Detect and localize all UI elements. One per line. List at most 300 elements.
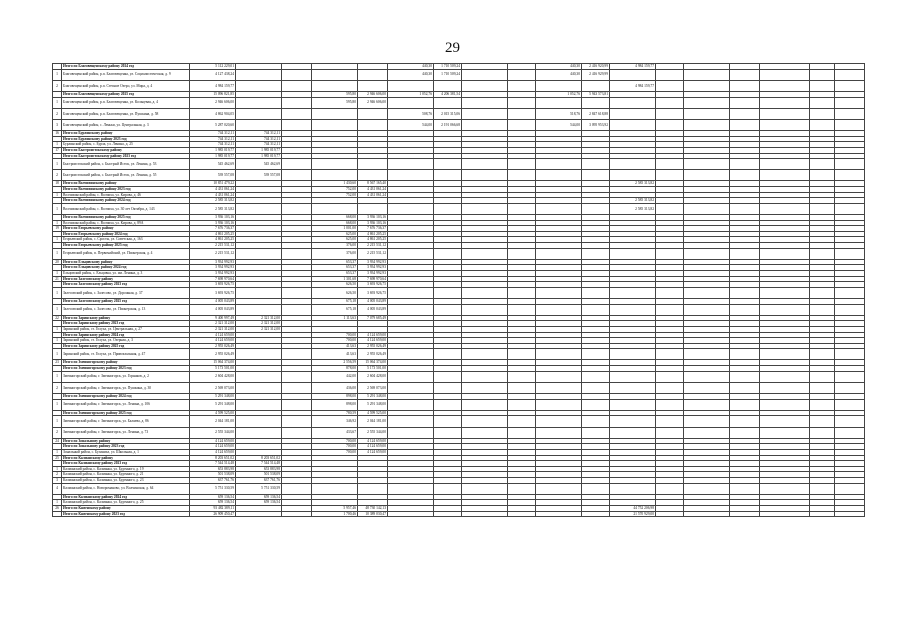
row-number-cell (53, 511, 62, 517)
address-cell: Змеиногорский район, г. Змеиногорск, ул. Ленина, д. 73 (62, 427, 190, 438)
value-cell (536, 511, 582, 517)
value-cell: 436,00 (312, 382, 358, 393)
value-cell: 2 946 606,00 (358, 97, 388, 108)
value-cell (760, 97, 810, 108)
value-cell (434, 427, 462, 438)
value-cell (312, 170, 358, 181)
value-cell (835, 108, 865, 119)
value-cell (684, 371, 730, 382)
value-cell (462, 349, 508, 360)
address-cell: Итого по Егорьевскому району 2024 год (62, 231, 190, 237)
value-cell: 1 301,68 (312, 276, 358, 282)
value-cell (282, 69, 312, 80)
row-number-cell: 3 (53, 477, 62, 483)
value-cell: 3 693 926,75 (190, 282, 236, 288)
value-cell: 5 943 573,81 (582, 91, 610, 97)
value-cell (508, 483, 536, 494)
row-number-cell: 1 (53, 69, 62, 80)
value-cell (358, 69, 388, 80)
value-cell (582, 483, 610, 494)
value-cell (610, 119, 656, 130)
value-cell (312, 203, 358, 214)
value-cell: 878,00 (312, 366, 358, 372)
row-number-cell: 24 (53, 438, 62, 444)
value-cell (730, 203, 760, 214)
value-cell: 626,50 (312, 282, 358, 288)
value-cell: 518,76 (536, 108, 582, 119)
value-cell (388, 427, 434, 438)
value-cell (462, 170, 508, 181)
value-cell: 1 985 019,77 (236, 147, 282, 153)
value-cell (760, 382, 810, 393)
row-number-cell: 23 (53, 360, 62, 366)
table-row (53, 80, 865, 91)
value-cell (236, 248, 282, 259)
row-number-cell: 1 (53, 416, 62, 427)
address-cell: Змеиногорский район, г. Змеиногорск, ул. Пушкина, д. 30 (62, 382, 190, 393)
value-cell (760, 511, 810, 517)
value-cell: 4 124 659,00 (358, 449, 388, 455)
value-cell (810, 80, 835, 91)
value-cell: 433,67 (312, 427, 358, 438)
value-cell: 4 861 205,25 (358, 237, 388, 243)
value-cell (760, 119, 810, 130)
value-cell (434, 97, 462, 108)
value-cell: 744 312,11 (236, 136, 282, 142)
value-cell (760, 203, 810, 214)
value-cell (835, 97, 865, 108)
value-cell (434, 203, 462, 214)
value-cell: 7 544 514,48 (236, 461, 282, 467)
value-cell (730, 80, 760, 91)
value-cell (835, 304, 865, 315)
value-cell: 2 044 181,00 (358, 416, 388, 427)
value-cell (388, 382, 434, 393)
value-cell: 3 936 103,16 (358, 220, 388, 226)
address-cell: Быстроистокский район, с. Быстрый Исток, ул. Ленина, д. 53 (62, 159, 190, 170)
value-cell: 21 570 929,00 (610, 511, 656, 517)
row-number-cell: 26 (53, 505, 62, 511)
value-cell (835, 203, 865, 214)
value-cell (835, 416, 865, 427)
value-cell (282, 483, 312, 494)
value-cell (760, 399, 810, 410)
value-cell (462, 382, 508, 393)
value-cell (582, 248, 610, 259)
value-cell: 544,00 (536, 119, 582, 130)
table-row (53, 170, 865, 181)
value-cell (536, 170, 582, 181)
value-cell (236, 349, 282, 360)
value-cell (684, 416, 730, 427)
row-number-cell: 25 (53, 455, 62, 461)
value-cell (536, 382, 582, 393)
value-cell (508, 69, 536, 80)
value-cell (388, 349, 434, 360)
value-cell: 4 599 525,00 (190, 410, 236, 416)
value-cell: 2 955 026,49 (190, 349, 236, 360)
value-cell: 4 861 205,25 (358, 231, 388, 237)
value-cell: 7 676 736,37 (190, 226, 236, 232)
value-cell (358, 108, 388, 119)
value-cell: 2 215 531,12 (358, 248, 388, 259)
value-cell: 3 936 103,16 (190, 215, 236, 221)
value-cell: 346,92 (312, 416, 358, 427)
value-cell (282, 371, 312, 382)
value-cell: 3 934 992,93 (358, 265, 388, 271)
value-cell (656, 170, 684, 181)
address-cell: Итого по Ельцовскому району 2024 год (62, 265, 190, 271)
address-cell: Калманский район, с. Калманка, ул. Буденного, д. 25 (62, 500, 190, 506)
value-cell (388, 511, 434, 517)
value-cell (536, 287, 582, 298)
value-cell: 4 124 659,00 (190, 338, 236, 344)
value-cell (656, 69, 684, 80)
value-cell (730, 287, 760, 298)
value-cell (610, 382, 656, 393)
value-cell: 15 096 821,85 (190, 91, 236, 97)
value-cell (582, 287, 610, 298)
value-cell (730, 119, 760, 130)
value-cell (810, 108, 835, 119)
value-cell: 4 127 438,24 (190, 69, 236, 80)
row-number-cell: 18 (53, 181, 62, 187)
value-cell (462, 416, 508, 427)
value-cell (730, 97, 760, 108)
value-cell (835, 382, 865, 393)
value-cell (434, 248, 462, 259)
value-cell (508, 170, 536, 181)
value-cell (835, 159, 865, 170)
value-cell: 2 585 313,82 (610, 198, 656, 204)
value-cell (810, 371, 835, 382)
value-cell: 413,63 (312, 343, 358, 349)
value-cell (508, 80, 536, 91)
address-cell: Калманский район, с. Новороманово, ул. Волчинская, д. 64 (62, 483, 190, 494)
address-cell: Итого по Волчихинскому району 2023 год (62, 187, 190, 193)
address-cell: Итого по Бурлинскому району 2023 год (62, 136, 190, 142)
value-cell (282, 108, 312, 119)
value-cell: 2 321 312,00 (190, 321, 236, 327)
value-cell: 8 203 651,02 (190, 455, 236, 461)
value-cell (462, 69, 508, 80)
row-number-cell: 17 (53, 147, 62, 153)
address-cell: Итого по Змеиногорскому району (62, 360, 190, 366)
value-cell (610, 483, 656, 494)
value-cell: 4 862 904,05 (190, 108, 236, 119)
value-cell: 668,00 (312, 220, 358, 226)
address-cell: Егорьевский район, с. Сросты, ул. Советская, д. 163 (62, 237, 190, 243)
value-cell (610, 427, 656, 438)
table-row (53, 203, 865, 214)
value-cell (236, 97, 282, 108)
address-cell: Итого по Залесовскому району 2025 год (62, 298, 190, 304)
value-cell (582, 399, 610, 410)
value-cell (760, 483, 810, 494)
value-cell (434, 170, 462, 181)
value-cell: 15 064 374,00 (190, 360, 236, 366)
row-number-cell: 2 (53, 108, 62, 119)
value-cell (730, 69, 760, 80)
value-cell: 4 984 159,77 (610, 64, 656, 70)
value-cell (835, 69, 865, 80)
value-cell (462, 511, 508, 517)
value-cell (730, 382, 760, 393)
address-cell: Залесовский район, с. Залесово, ул. Дорожная, д. 37 (62, 287, 190, 298)
value-cell: 1 985 019,77 (190, 153, 236, 159)
value-cell (835, 248, 865, 259)
value-cell: 653,37 (312, 259, 358, 265)
value-cell (282, 382, 312, 393)
value-cell (536, 427, 582, 438)
value-cell (835, 170, 865, 181)
page-number: 29 (445, 40, 460, 56)
value-cell (730, 349, 760, 360)
value-cell: 15 064 374,00 (358, 360, 388, 366)
row-number-cell: 1 (53, 97, 62, 108)
value-cell: 501 538,09 (236, 472, 282, 478)
value-cell: 440,30 (388, 64, 434, 70)
value-cell: 2 015 315,06 (434, 108, 462, 119)
value-cell: 4 005 043,89 (358, 298, 388, 304)
value-cell (610, 97, 656, 108)
value-cell (536, 483, 582, 494)
value-cell (760, 304, 810, 315)
value-cell (388, 203, 434, 214)
row-number-cell: 21 (53, 276, 62, 282)
value-cell (730, 371, 760, 382)
value-cell: 48 730 142,13 (358, 505, 388, 511)
row-number-cell: 1 (53, 449, 62, 455)
value-cell (810, 399, 835, 410)
value-cell (536, 159, 582, 170)
address-cell: Итого по Волчихинскому району 2024 год (62, 198, 190, 204)
value-cell (835, 80, 865, 91)
value-cell: 8 567 165,40 (358, 181, 388, 187)
row-number-cell: 3 (53, 119, 62, 130)
value-cell (236, 287, 282, 298)
value-cell (236, 304, 282, 315)
value-cell: 4 124 659,00 (190, 449, 236, 455)
row-number-cell: 1 (53, 500, 62, 506)
value-cell (684, 159, 730, 170)
value-cell: 5 751 330,59 (236, 483, 282, 494)
value-cell: 637 761,76 (190, 477, 236, 483)
value-cell (236, 416, 282, 427)
value-cell (656, 371, 684, 382)
value-cell: 2 321 312,00 (236, 321, 282, 327)
value-cell (760, 416, 810, 427)
value-cell (358, 119, 388, 130)
value-cell (236, 371, 282, 382)
value-cell: 2 044 181,00 (190, 416, 236, 427)
value-cell: 2 555 344,00 (358, 427, 388, 438)
value-cell: 700,00 (312, 444, 358, 450)
value-cell: 3 936 103,16 (358, 215, 388, 221)
value-cell (434, 287, 462, 298)
table-row (53, 69, 865, 80)
address-cell: Итого по Егорьевскому району 2025 год (62, 243, 190, 249)
value-cell (610, 399, 656, 410)
table-row (53, 511, 865, 517)
value-cell (536, 304, 582, 315)
value-cell (582, 97, 610, 108)
value-cell (282, 349, 312, 360)
value-cell: 8 203 651,02 (236, 455, 282, 461)
address-cell: Калманский район, с. Калманка, ул. Буденного, д. 19 (62, 466, 190, 472)
value-cell (508, 511, 536, 517)
value-cell (760, 108, 810, 119)
value-cell (610, 416, 656, 427)
value-cell (312, 119, 358, 130)
address-cell: Бурлинский район, с. Бурла, ул. Ленина, д. 25 (62, 142, 190, 148)
address-cell: Итого по Залесовскому району (62, 276, 190, 282)
address-cell: Итого по Калманскому району 2024 год (62, 494, 190, 500)
value-cell: 4 005 043,89 (190, 298, 236, 304)
value-cell: 659 136,54 (190, 494, 236, 500)
row-number-cell: 2 (53, 170, 62, 181)
value-cell (236, 119, 282, 130)
value-cell (684, 119, 730, 130)
value-cell: 5 957,46 (312, 505, 358, 511)
value-cell: 4 124 659,00 (358, 338, 388, 344)
value-cell: 4 124 659,00 (358, 438, 388, 444)
table-row (53, 371, 865, 382)
value-cell (656, 203, 684, 214)
value-cell: 744 312,11 (236, 131, 282, 137)
value-cell: 3 934 992,93 (190, 259, 236, 265)
value-cell (536, 399, 582, 410)
value-cell (810, 382, 835, 393)
address-cell: Благовещенский район, р.п. Благовещенка, ул. Пушкина, д. 58 (62, 108, 190, 119)
value-cell: 1 710 509,24 (434, 69, 462, 80)
value-cell (508, 119, 536, 130)
value-cell: 5 291 348,00 (358, 394, 388, 400)
value-cell (810, 119, 835, 130)
row-number-cell: 2 (53, 472, 62, 478)
value-cell (358, 159, 388, 170)
value-cell: 4 431 061,24 (190, 192, 236, 198)
value-cell (462, 119, 508, 130)
address-cell: Заринский район, ст. Голуха, ул. Центральная, д. 27 (62, 326, 190, 332)
value-cell (810, 483, 835, 494)
value-cell: 4 124 659,00 (190, 438, 236, 444)
value-cell (312, 159, 358, 170)
value-cell (388, 416, 434, 427)
row-number-cell: 1 (53, 326, 62, 332)
address-cell: Благовещенский район, р.п. Степное Озеро, ул. Мира, д. 4 (62, 80, 190, 91)
value-cell (610, 287, 656, 298)
value-cell (582, 80, 610, 91)
value-cell (610, 371, 656, 382)
value-cell: 2 604 428,00 (190, 371, 236, 382)
value-cell (582, 304, 610, 315)
value-cell (684, 80, 730, 91)
value-cell (656, 119, 684, 130)
value-cell (388, 80, 434, 91)
address-cell: Итого по Каменскому району 2023 год (62, 511, 190, 517)
address-cell: Калманский район, с. Калманка, ул. Буденного, д. 21 (62, 472, 190, 478)
value-cell: 440,30 (388, 69, 434, 80)
value-cell: 700,00 (312, 449, 358, 455)
value-cell: 10 389 030,47 (358, 511, 388, 517)
value-cell (536, 80, 582, 91)
value-cell (508, 382, 536, 393)
value-cell: 539 557,08 (190, 170, 236, 181)
address-cell: Заринский район, ст. Голуха, ул. Озерная, д. 3 (62, 338, 190, 344)
address-cell: Итого по Ельцовскому району (62, 259, 190, 265)
value-cell (835, 511, 865, 517)
table-body (53, 64, 865, 517)
value-cell: 4 431 061,24 (190, 187, 236, 193)
value-cell: 4 984 159,77 (190, 80, 236, 91)
row-number-cell: 1 (53, 304, 62, 315)
value-cell: 3 693 926,75 (190, 287, 236, 298)
table-row (53, 248, 865, 259)
value-cell (810, 170, 835, 181)
value-cell (282, 427, 312, 438)
address-cell: Итого по Егорьевскому району (62, 226, 190, 232)
value-cell (508, 427, 536, 438)
value-cell: 5 751 330,59 (190, 483, 236, 494)
value-cell: 2 556,59 (312, 360, 358, 366)
address-cell: Благовещенский район, р.п. Благовещенка, ул. Социалистическая, д. 9 (62, 69, 190, 80)
value-cell (434, 349, 462, 360)
value-cell: 675,18 (312, 304, 358, 315)
value-cell (582, 427, 610, 438)
value-cell: 7 079 685,49 (358, 315, 388, 321)
value-cell (282, 119, 312, 130)
value-cell (282, 287, 312, 298)
value-cell: 26 909 450,47 (190, 511, 236, 517)
address-cell: Итого по Заринскому району 2023 год (62, 321, 190, 327)
row-number-cell: 1 (53, 466, 62, 472)
table-row (53, 108, 865, 119)
value-cell (282, 170, 312, 181)
row-number-cell: 1 (53, 248, 62, 259)
value-cell: 5 287 020,60 (190, 119, 236, 130)
address-cell: Быстроистокский район, с. Быстрый Исток, ул. Ленина, д. 55 (62, 170, 190, 181)
value-cell: 595,80 (312, 97, 358, 108)
value-cell: 10 851 479,22 (190, 181, 236, 187)
value-cell (236, 382, 282, 393)
value-cell: 7 698 970,64 (358, 276, 388, 282)
value-cell: 780,59 (312, 410, 358, 416)
value-cell: 4 124 659,00 (358, 332, 388, 338)
value-cell (810, 97, 835, 108)
value-cell (684, 97, 730, 108)
value-cell (508, 97, 536, 108)
value-cell (684, 69, 730, 80)
value-cell: 595,80 (312, 91, 358, 97)
value-cell (656, 416, 684, 427)
value-cell: 744 312,11 (236, 142, 282, 148)
value-cell (388, 248, 434, 259)
value-cell (236, 511, 282, 517)
value-cell: 700,00 (312, 438, 358, 444)
value-cell (656, 382, 684, 393)
value-cell: 4 005 043,89 (190, 304, 236, 315)
value-cell: 653,37 (312, 265, 358, 271)
value-cell: 3 095 953,92 (582, 119, 610, 130)
value-cell: 626,50 (312, 287, 358, 298)
value-cell (684, 248, 730, 259)
address-cell: Итого по Заринскому району (62, 315, 190, 321)
value-cell (730, 159, 760, 170)
value-cell (282, 416, 312, 427)
address-cell: Итого по Каменскому району (62, 505, 190, 511)
value-cell: 2 215 531,12 (358, 243, 388, 249)
